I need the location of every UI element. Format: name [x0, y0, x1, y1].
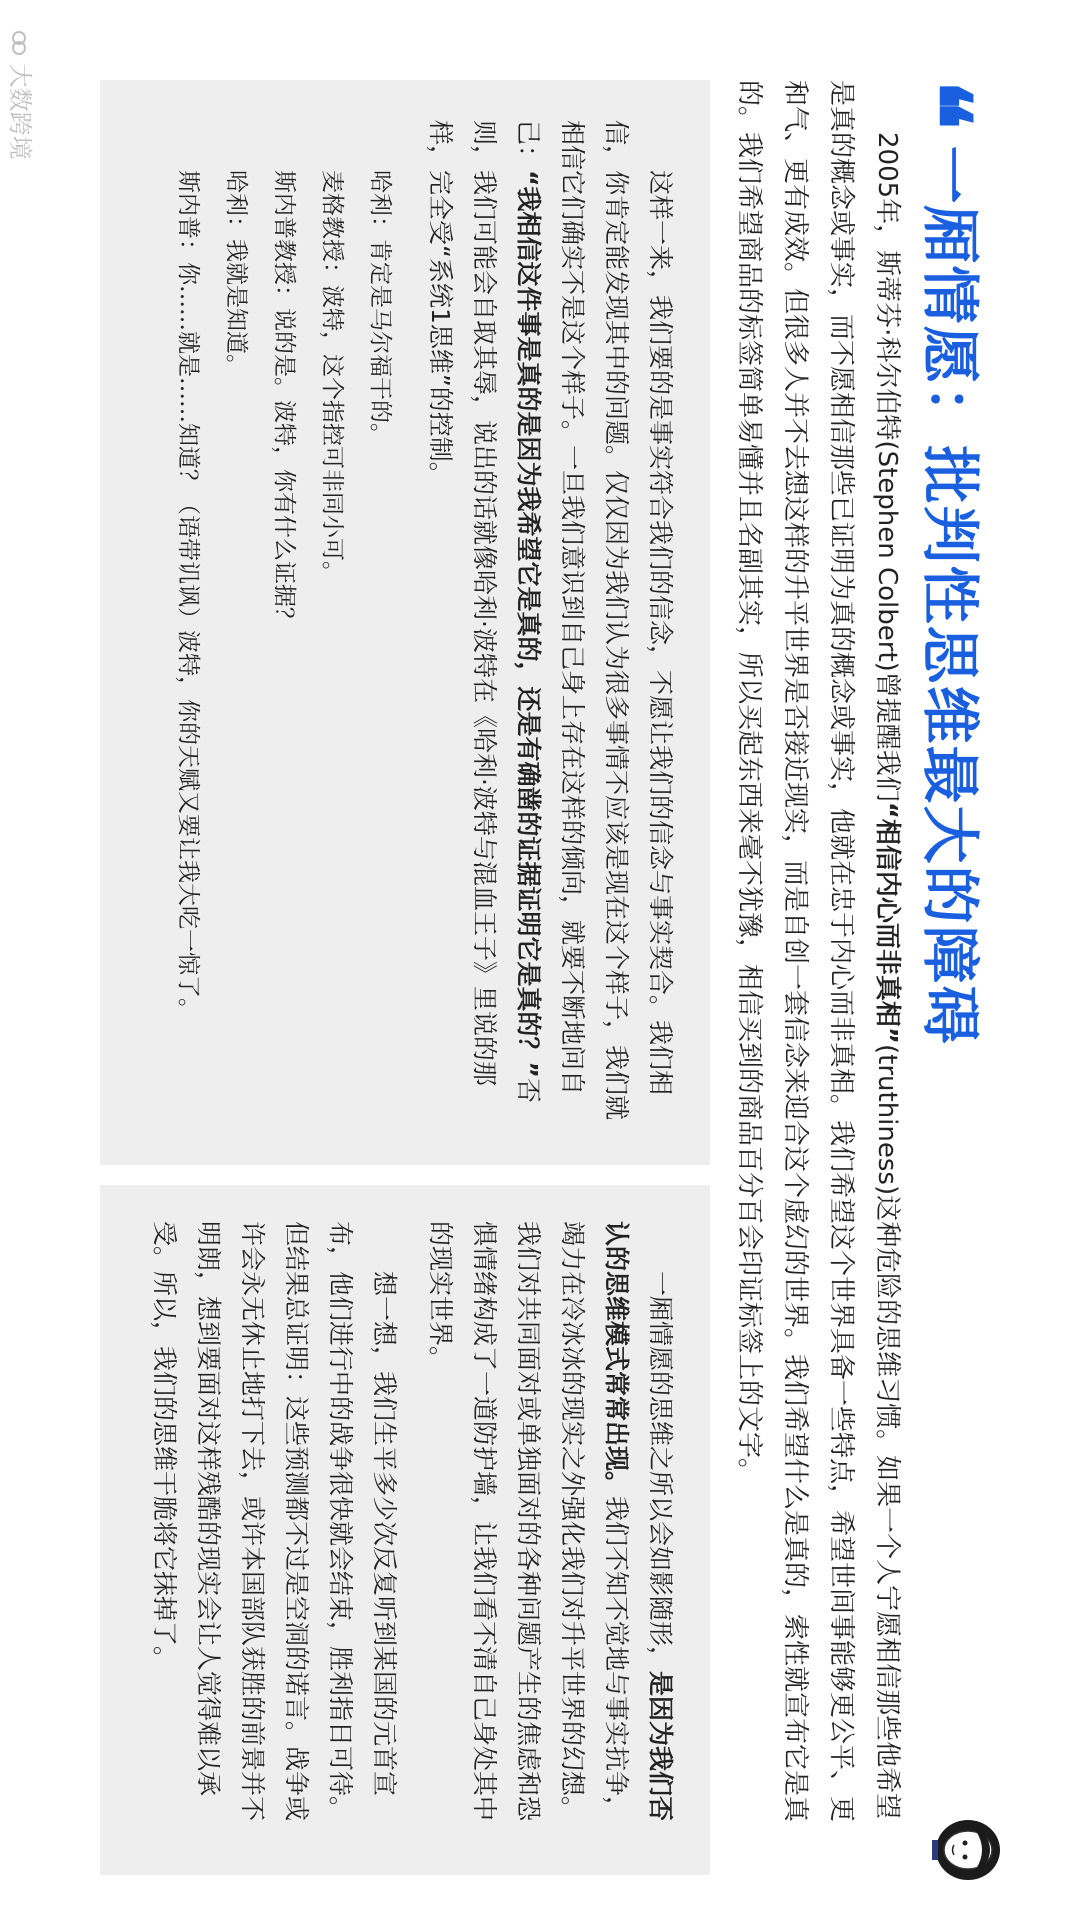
- right-paragraph-1: [418, 1221, 682, 1839]
- dialog-line: 斯内普：你……就是……知道？（语带讥讽）波特，你的天赋又要让我大吃一惊了。: [175, 170, 201, 1021]
- intro-text-c: (truthiness)这种危险的思维习惯。如果一个人宁愿相信那些他希望是真的概念或事实，而不愿相信那些已证明为真的概念或事实，他就在忠于内心而非真相。我们希望这个世界具备一些特点，希望世间事能够更公平、更和气、更有成效。但很多人并不去想这样的升平世界是否接近现实，而是自创一套信念来迎合这个虚幻的世界。我们希望什么是真的，索性就宣布它是真的。我们希望商品的标签简单易懂并且名副其实，所以买起东西来毫不犹豫，相信买到的商品百分百会印证标签上的文字。: [734, 80, 902, 1823]
- watermark-text: 大数跨境: [6, 63, 34, 160]
- watermark: [5, 30, 40, 160]
- watermark-logo-icon: [9, 30, 29, 56]
- right-panel: [100, 1185, 710, 1875]
- right-text-a: 一厢情愿的思维之所以会如影随形，: [646, 1271, 675, 1672]
- page-title: 一厢情愿：批判性思维最大的障碍: [916, 145, 984, 1046]
- right-bold-text: 是因为我们否认的思维模式常常出现。: [602, 1221, 675, 1822]
- intro-paragraph: [726, 80, 910, 1830]
- intro-bold-quote: “相信内心而非真相”: [872, 801, 902, 1044]
- left-text: 这样一来，我们要的是事实符合我们的信念，不愿让我们的信念与事实契合。我们相信，你肯定能发现其中的问题。仅仅因为我们认为很多事情不应该是现在这个样子，我们就相信它们确实不是这个样子。一旦我们意识到自己身上存在这样的倾向，就要不断地问自己：: [514, 120, 675, 1121]
- dialog-block: [164, 120, 404, 1125]
- left-bold-question: “我相信这件事是真的是因为我希望它是真的，还是有确凿的证据证明它是真的？”: [514, 170, 543, 1078]
- dialog-line: 斯内普教授：说的是。波特，你有什么证据？: [271, 170, 297, 630]
- dialog-line: 哈利：我就是知道。: [223, 170, 249, 377]
- left-text-end: 否则，我们可能会自取其辱，说出的话就像哈利·波特在《哈利·波特与混血王子》里说的那样，完全受“系统1思维”的控制。: [426, 120, 543, 1103]
- quote-icon: ❝: [883, 80, 991, 130]
- right-paragraph-2: 想一想，我们生平多少次反复听到某国的元首宣布，他们进行中的战争很快就会结束，胜利指日可待。但结果总证明：这些预测都不过是空洞的诺言。战争或许会永无休止地打下去，或许本国部队获胜的前景并不明朗，想到要面对这样残酷的现实会让人觉得难以承受。所以，我们的思维干脆将它抹掉了。: [150, 1221, 399, 1822]
- left-paragraph: [418, 120, 682, 1125]
- left-panel: [100, 80, 710, 1165]
- avatar-icon: [930, 1805, 1020, 1895]
- intro-text-a: 2005年，斯蒂芬·科尔伯特(Stephen Colbert)曾提醒我们: [872, 132, 902, 802]
- intro-section: [734, 80, 910, 1830]
- dialog-line: 麦格教授：波特，这个指控可非同小可。: [319, 170, 345, 584]
- right-text-b: 我们不知不觉地与事实抗争，竭力在冷冰冰的现实之外强化我们对升平世界的幻想。我们对共同面对或单独面对的各种问题产生的焦虑和恐惧情绪构成了一道防护墙，让我们看不清自己身处其中的现实世界。: [426, 1221, 631, 1822]
- dialog-line: 哈利：肯定是马尔福干的。: [367, 170, 393, 446]
